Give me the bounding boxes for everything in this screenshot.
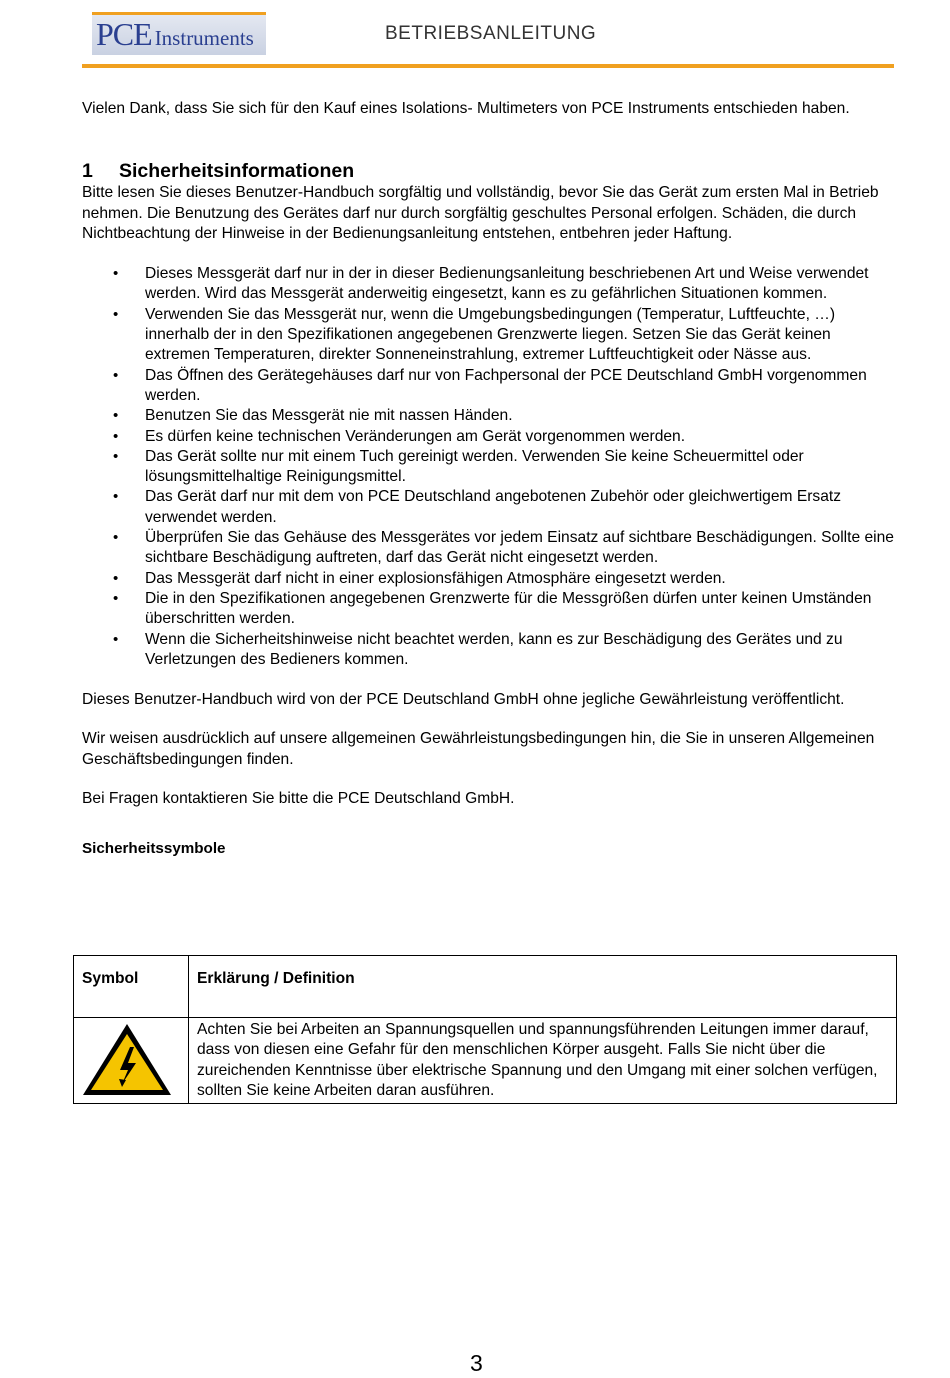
section-heading xyxy=(82,159,897,183)
contact-paragraph: Bei Fragen kontaktieren Sie bitte die PCE Deutschland GmbH. xyxy=(82,790,515,808)
header-title: BETRIEBSANLEITUNG xyxy=(385,23,597,44)
section-intro: Bitte lesen Sie dieses Benutzer-Handbuch sorgfältig und vollständig, bevor Sie das Gerät zum ersten Mal in Betrieb nehmen. Die Benutzung des Gerätes darf nur durch sorgfältig geschultes Personal erfolgen. Schäden, die durch Nichtbeachtung der Hinweise in der Bedienungsanleitung entstehen, entbehren jeder Haftung. xyxy=(82,184,879,242)
logo-instruments: Instruments xyxy=(154,26,254,50)
column-header-definition: Erklärung / Definition xyxy=(189,956,897,1018)
list-item: • Verwenden Sie das Messgerät nur, wenn die Umgebungsbedingungen (Temperatur, Luftfeuchte, …) innerhalb der in den Spezifikationen angegebenen Grenzwerte liegen. Setzen Sie das Gerät keinen extremen Temperaturen, direkter Sonneneinstrahlung, extremer Luftfeuchtigkeit oder Nässe aus. xyxy=(145,305,897,366)
table-header-row xyxy=(74,956,897,1018)
warranty-paragraph: Dieses Benutzer-Handbuch wird von der PCE Deutschland GmbH ohne jegliche Gewährleistung veröffentlicht. xyxy=(82,691,845,709)
symbols-heading: Sicherheitssymbole xyxy=(82,840,226,858)
list-item: • Überprüfen Sie das Gehäuse des Messgerätes vor jedem Einsatz auf sichtbare Beschädigungen. Sollte eine sichtbare Beschädigung auftreten, darf das Gerät nicht eingesetzt werden. xyxy=(145,528,897,569)
intro-text: Vielen Dank, dass Sie sich für den Kauf eines Isolations- Multimeters von PCE Instruments entschieden haben. xyxy=(82,100,850,117)
list-item: • Das Gerät darf nur mit dem von PCE Deutschland angebotenen Zubehör oder gleichwertigem Ersatz verwendet werden. xyxy=(145,487,897,528)
section-title: Sicherheitsinformationen xyxy=(119,160,355,183)
logo-text xyxy=(96,16,254,53)
section-number: 1 xyxy=(82,160,93,183)
list-item: • Es dürfen keine technischen Veränderungen am Gerät vorgenommen werden. xyxy=(145,427,897,447)
pce-instruments-logo xyxy=(92,12,266,55)
list-item: • Das Messgerät darf nicht in einer explosionsfähigen Atmosphäre eingesetzt werden. xyxy=(145,569,897,589)
table-row xyxy=(74,1018,897,1104)
symbols-table xyxy=(73,955,897,1104)
logo-pce: PCE xyxy=(96,16,152,52)
symbol-cell xyxy=(74,1018,189,1104)
main-content xyxy=(82,99,897,860)
list-item: • Das Gerät sollte nur mit einem Tuch gereinigt werden. Verwenden Sie keine Scheuermittel oder lösungsmittelhaltige Reinigungsmittel. xyxy=(145,447,897,488)
list-item: • Die in den Spezifikationen angegebenen Grenzwerte für die Messgrößen dürfen unter keinen Umständen überschritten werden. xyxy=(145,589,897,630)
safety-list xyxy=(82,264,897,670)
list-item: • Wenn die Sicherheitshinweise nicht beachtet werden, kann es zur Beschädigung des Gerätes und zu Verletzungen des Bedieners kommen. xyxy=(145,630,897,671)
list-item: • Das Öffnen des Gerätegehäuses darf nur von Fachpersonal der PCE Deutschland GmbH vorgenommen werden. xyxy=(145,366,897,407)
terms-paragraph: Wir weisen ausdrücklich auf unsere allgemeinen Gewährleistungsbedingungen hin, die Sie in unseren Allgemeinen Geschäftsbedingungen finden. xyxy=(82,730,875,768)
list-item: • Benutzen Sie das Messgerät nie mit nassen Händen. xyxy=(145,406,897,426)
column-header-symbol: Symbol xyxy=(74,956,189,1018)
list-item: • Dieses Messgerät darf nur in der in dieser Bedienungsanleitung beschriebenen Art und Weise verwendet werden. Wird das Messgerät anderweitig eingesetzt, kann es zu gefährlichen Situationen kommen. xyxy=(145,264,897,305)
high-voltage-warning-icon xyxy=(80,1021,174,1097)
definition-cell: Achten Sie bei Arbeiten an Spannungsquellen und spannungsführenden Leitungen immer darauf, dass von diesen eine Gefahr für den menschlichen Körper ausgeht. Falls Sie nicht über die zureichenden Kenntnisse über elektrische Spannung und den Umgang mit einer solchen verfügen, sollten Sie keine Arbeiten daran ausführen. xyxy=(189,1018,897,1104)
page-number: 3 xyxy=(470,1350,483,1376)
header-divider xyxy=(82,64,894,68)
